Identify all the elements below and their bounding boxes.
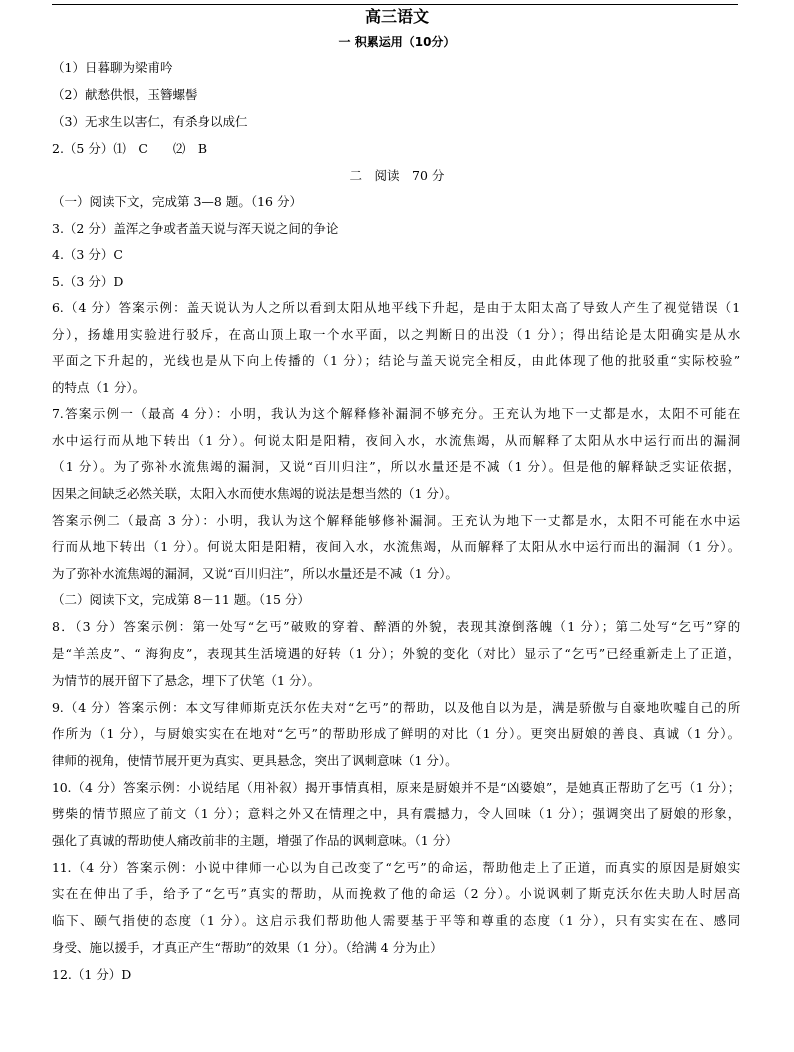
answer-line: 的特点（1 分）。 [52, 380, 146, 395]
answer-line: 因果之间缺乏必然关联，太阳入水而使水焦竭的说法是想当然的（1 分）。 [52, 486, 458, 501]
answer-line: 12.（1 分）D [52, 967, 132, 982]
answer-line: （1）日暮聊为梁甫吟 [52, 60, 173, 75]
answer-line: （1 分）。为了弥补水流焦竭的漏洞，又说“百川归注”，所以水量还是不减（1 分）。但是他的解释缺乏实证依据， [52, 459, 740, 474]
answer-line: （一）阅读下文，完成第 3—8 题。（16 分） [52, 194, 302, 209]
header-rule [52, 4, 738, 5]
answer-line: 律师的视角，使情节展开更为真实、更具悬念，突出了讽刺意味（1 分）。 [52, 753, 458, 768]
answer-line: 是“羊羔皮”、“ 海狗皮”，表现其生活境遇的好转（1 分）；外貌的变化（对比）显示了“乞丐”已经重新走上了正道， [52, 646, 740, 661]
answer-line: 10.（4 分）答案示例：小说结尾（用补叙）揭开事情真相，原来是厨娘并不是“凶婆娘”，是她真正帮助了乞丐（1 分）； [52, 780, 740, 795]
answer-line: 为情节的展开留下了悬念，埋下了伏笔（1 分）。 [52, 673, 321, 688]
answer-line: 11.（4 分）答案示例：小说中律师一心以为自己改变了“乞丐”的命运，帮助他走上了正道，而真实的原因是厨娘实 [52, 860, 740, 875]
answer-line: 2.（5 分）⑴ C ⑵ B [52, 141, 208, 156]
answer-line: 答案示例二（最高 3 分）：小明，我认为这个解释能够修补漏洞。王充认为地下一丈都是水，太阳不可能在水中运 [52, 513, 740, 528]
answer-line: 作所为（1 分），与厨娘实实在在地对“乞丐”的帮助形成了鲜明的对比（1 分）。更突出厨娘的善良、真诚（1 分）。 [52, 726, 740, 741]
answer-line: 平面之下升起的，光线也是从下向上传播的（1 分）；结论与盖天说完全相反，由此体现了他的批驳重“实际校验” [52, 353, 740, 368]
answer-line: 行而从地下转出（1 分）。何说太阳是阳精，夜间入水，水流焦竭，从而解释了太阳从水中运行而出的漏洞（1 分）。 [52, 539, 740, 554]
section-heading-accumulation: 一 积累运用（10分） [338, 35, 456, 49]
answer-line: 5.（3 分）D [52, 274, 124, 289]
answer-line: 8．（3 分）答案示例：第一处写“乞丐”破败的穿着、醉酒的外貌，表现其潦倒落魄（1 分）；第二处写“乞丐”穿的 [52, 619, 740, 634]
answer-line: 分），扬雄用实验进行驳斥，在高山顶上取一个水平面，以之判断日的出没（1 分）；得出结论是太阳确实是从水 [52, 327, 740, 342]
answer-line: （2）献愁供恨，玉簪螺髻 [52, 87, 198, 102]
answer-line: 实在在伸出了手，给予了“乞丐”真实的帮助，从而挽救了他的命运（2 分）。小说讽刺了斯克沃尔佐夫助人时居高 [52, 886, 740, 901]
answer-line: 3.（2 分）盖浑之争或者盖天说与浑天说之间的争论 [52, 221, 339, 236]
answer-line: 4.（3 分）C [52, 247, 123, 262]
answer-line: （二）阅读下文，完成第 8－11 题。（15 分） [52, 592, 310, 607]
section-heading-reading: 二 阅读 70 分 [349, 168, 445, 183]
answer-line: 劈柴的情节照应了前文（1 分）；意料之外又在情理之中，具有震撼力，令人回味（1 分）；强调突出了厨娘的形象， [52, 806, 740, 821]
answer-line: 水中运行而从地下转出（1 分）。何说太阳是阳精，夜间入水，水流焦竭，从而解释了太阳从水中运行而出的漏洞 [52, 433, 740, 448]
answer-line: （3）无求生以害仁，有杀身以成仁 [52, 114, 248, 129]
answer-line: 7.答案示例一（最高 4 分）：小明，我认为这个解释修补漏洞不够充分。王充认为地下一丈都是水，太阳不可能在 [52, 406, 740, 421]
answer-line: 强化了真诚的帮助使人痛改前非的主题，增强了作品的讽刺意味。（1 分） [52, 833, 458, 848]
answer-line: 9.（4 分）答案示例：本文写律师斯克沃尔佐夫对“乞丐”的帮助，以及他自以为是，满是骄傲与自豪地吹嘘自己的所 [52, 700, 740, 715]
answer-line: 6.（4 分）答案示例：盖天说认为人之所以看到太阳从地平线下升起，是由于太阳太高了导致人产生了视觉错误（1 [52, 300, 740, 315]
answer-line: 为了弥补水流焦竭的漏洞，又说“百川归注”，所以水量还是不减（1 分）。 [52, 566, 458, 581]
answer-line: 临下、颐气指使的态度（1 分）。这启示我们帮助他人需要基于平等和尊重的态度（1 分），只有实实在在、感同 [52, 913, 740, 928]
answer-line: 身受、施以援手，才真正产生“帮助”的效果（1 分）。（给满 4 分为止） [52, 940, 443, 955]
page-title: 高三语文 [364, 7, 429, 26]
